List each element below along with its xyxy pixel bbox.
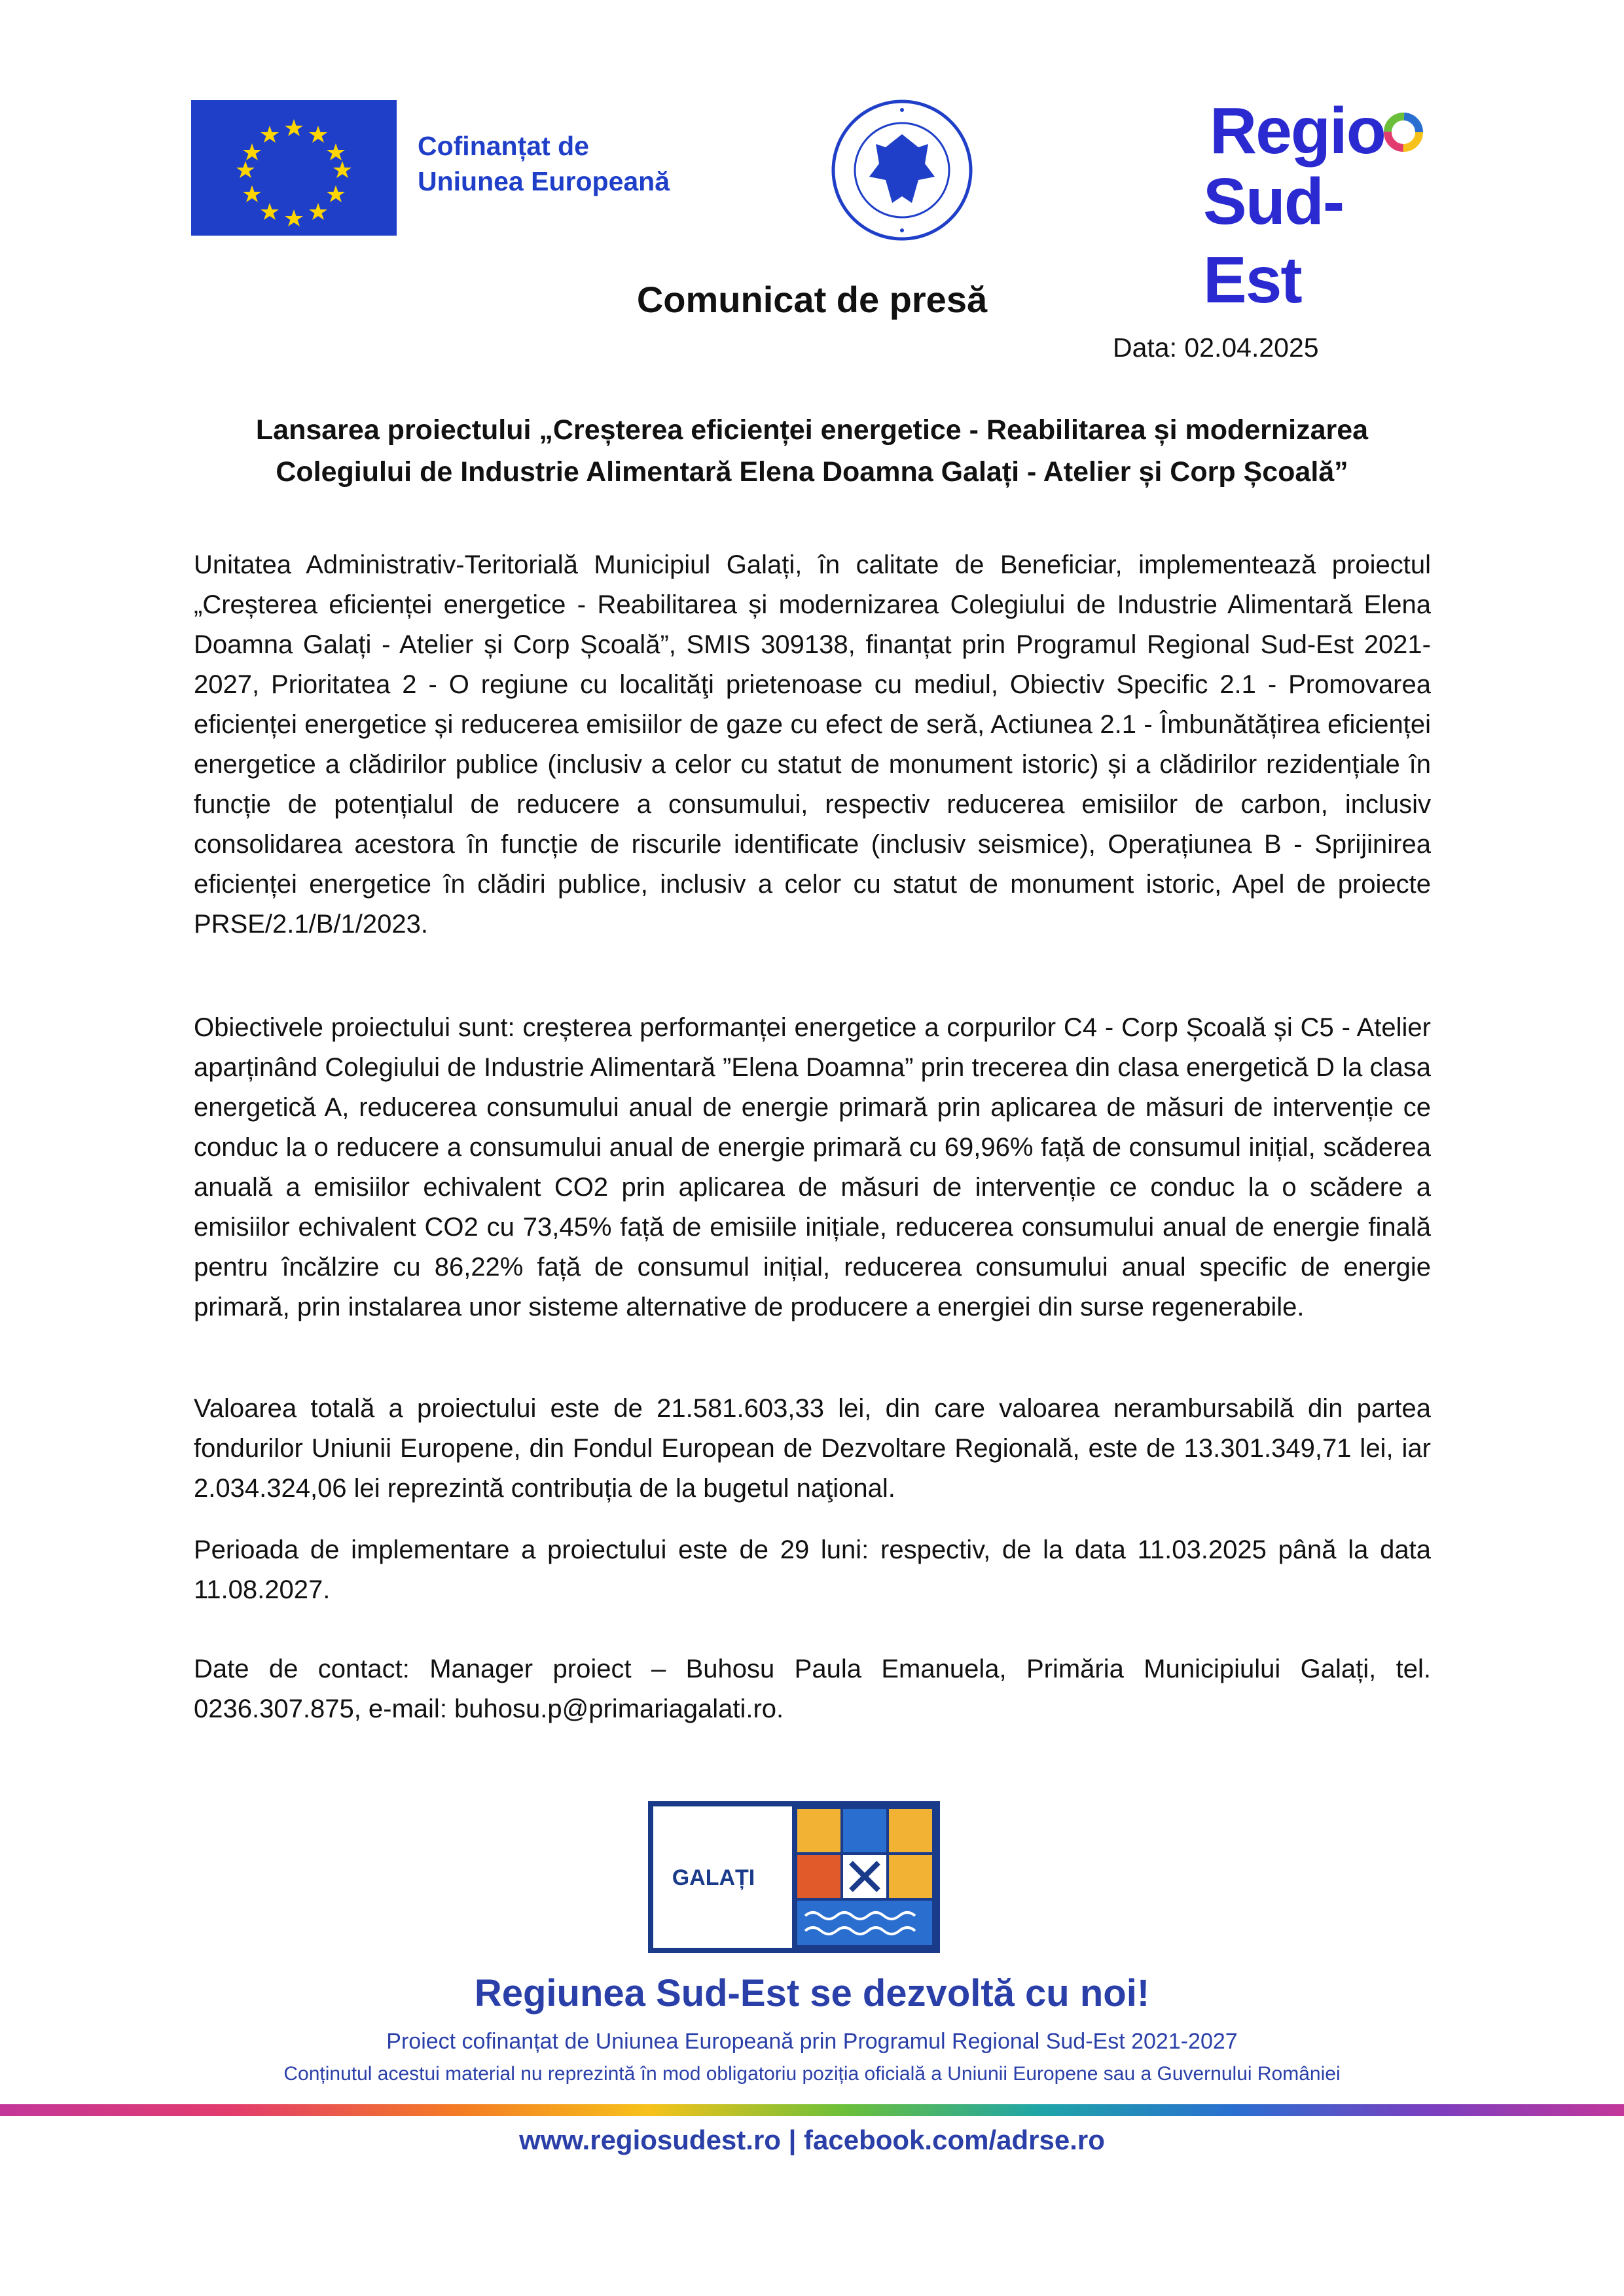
eu-cofinancing-text	[418, 128, 670, 199]
footer-slogan: Regiunea Sud-Est se dezvoltă cu noi!	[474, 1972, 1150, 2015]
regio-rainbow-ring-icon	[1381, 110, 1426, 154]
footer-links[interactable]: www.regiosudest.ro | facebook.com/adrse.ro	[519, 2125, 1105, 2155]
government-seal-logo	[830, 98, 974, 242]
regio-sud-est-logo	[1203, 92, 1439, 317]
regio-logo-line2: Sud-Est	[1203, 165, 1344, 317]
galati-logo-text: GALAȚI	[672, 1865, 755, 1890]
headline-line2: Colegiului de Industrie Alimentară Elena Doamna Galați - Atelier și Corp Școală”	[276, 456, 1348, 488]
footer-cofinancing-line: Proiect cofinanțat de Uniunea Europeană prin Programul Regional Sud-Est 2021-2027	[386, 2029, 1238, 2054]
body-paragraph-value: Valoarea totală a proiectului este de 21.581.603,33 lei, din care valoarea nerambursabilă din partea fondurilor Uniunii Europene, din Fondul European de Dezvoltare Regională, este de 13.301.349,71 lei, iar 2.034.324,06 lei reprezintă contribuția de la bugetul naţional.	[194, 1394, 1431, 1503]
eu-flag-logo	[191, 100, 397, 236]
press-release-headline	[164, 409, 1460, 493]
body-paragraph-objectives: Obiectivele proiectului sunt: creșterea performanței energetice a corpurilor C4 - Corp Școală și C5 - Atelier aparținând Colegiului de Industrie Alimentară ”Elena Doamna” prin trecerea din clasa energetică D la clasa energetică A, reducerea consumului anual de energie primară prin aplicarea de măsuri de intervenție ce conduc la o reducere a consumului anual de energie primară cu 69,96% față de consumul inițial, scăderea anuală a emisiilor echivalent CO2 prin aplicarea de măsuri de intervenție ce conduc la o scădere a emisiilor echivalent CO2 cu 73,45% față de emisiile inițiale, reducerea consumului anual de energie finală pentru încălzire cu 86,22% față de consumul inițial, reducerea consumului anual specific de energie primară, prin instalarea unor sisteme alternative de producere a energiei din surse regenerabile.	[194, 1013, 1431, 1321]
body-paragraph-period: Perioada de implementare a proiectului este de 29 luni: respectiv, de la data 11.03.2025 până la data 11.08.2027.	[194, 1535, 1431, 1604]
footer-disclaimer: Conținutul acestui material nu reprezintă în mod obligatoriu poziția oficială a Uniunii Europene sau a Guvernului României	[283, 2063, 1341, 2085]
body-paragraph-contact: Date de contact: Manager proiect – Buhosu Paula Emanuela, Primăria Municipiului Galați, tel. 0236.307.875, e-mail: buhosu.p@primariagalati.ro.	[194, 1655, 1431, 1723]
footer-rainbow-divider	[0, 2104, 1624, 2116]
press-release-date: Data: 02.04.2025	[1113, 332, 1319, 363]
regio-logo-line1: Regio	[1210, 94, 1385, 168]
galati-city-logo	[648, 1801, 940, 1953]
headline-line1: Lansarea proiectului „Creșterea eficienței energetice - Reabilitarea și modernizarea	[255, 414, 1369, 446]
eu-text-line1: Cofinanțat de	[418, 131, 589, 161]
eu-text-line2: Uniunea Europeană	[418, 166, 670, 196]
body-paragraph-beneficiary: Unitatea Administrativ-Teritorială Municipiul Galați, în calitate de Beneficiar, implementează proiectul „Creșterea eficienței energetice - Reabilitarea și modernizarea Colegiului de Industrie Alimentară Elena Doamna Galați - Atelier și Corp Școală”, SMIS 309138, finanțat prin Programul Regional Sud-Est 2021-2027, Prioritatea 2 - O regiune cu localităţi prietenoase cu mediul, Obiectiv Specific 2.1 - Promovarea eficienței energetice și reducerea emisiilor de gaze cu efect de seră, Actiunea 2.1 - Îmbunătățirea eficienței energetice a clădirilor publice (inclusiv a celor cu statut de monument istoric) și a clădirilor rezidențiale în funcție de potențialul de reducere a consumului, respectiv reducerea emisiilor de carbon, inclusiv consolidarea acestora în funcție de riscurile identificate (inclusiv seismice), Operațiunea B - Sprijinirea eficienței energetice în clădiri publice, inclusiv a celor cu statut de monument istoric, Apel de proiecte PRSE/2.1/B/1/2023.	[194, 550, 1431, 939]
page-title: Comunicat de presă	[636, 279, 988, 320]
